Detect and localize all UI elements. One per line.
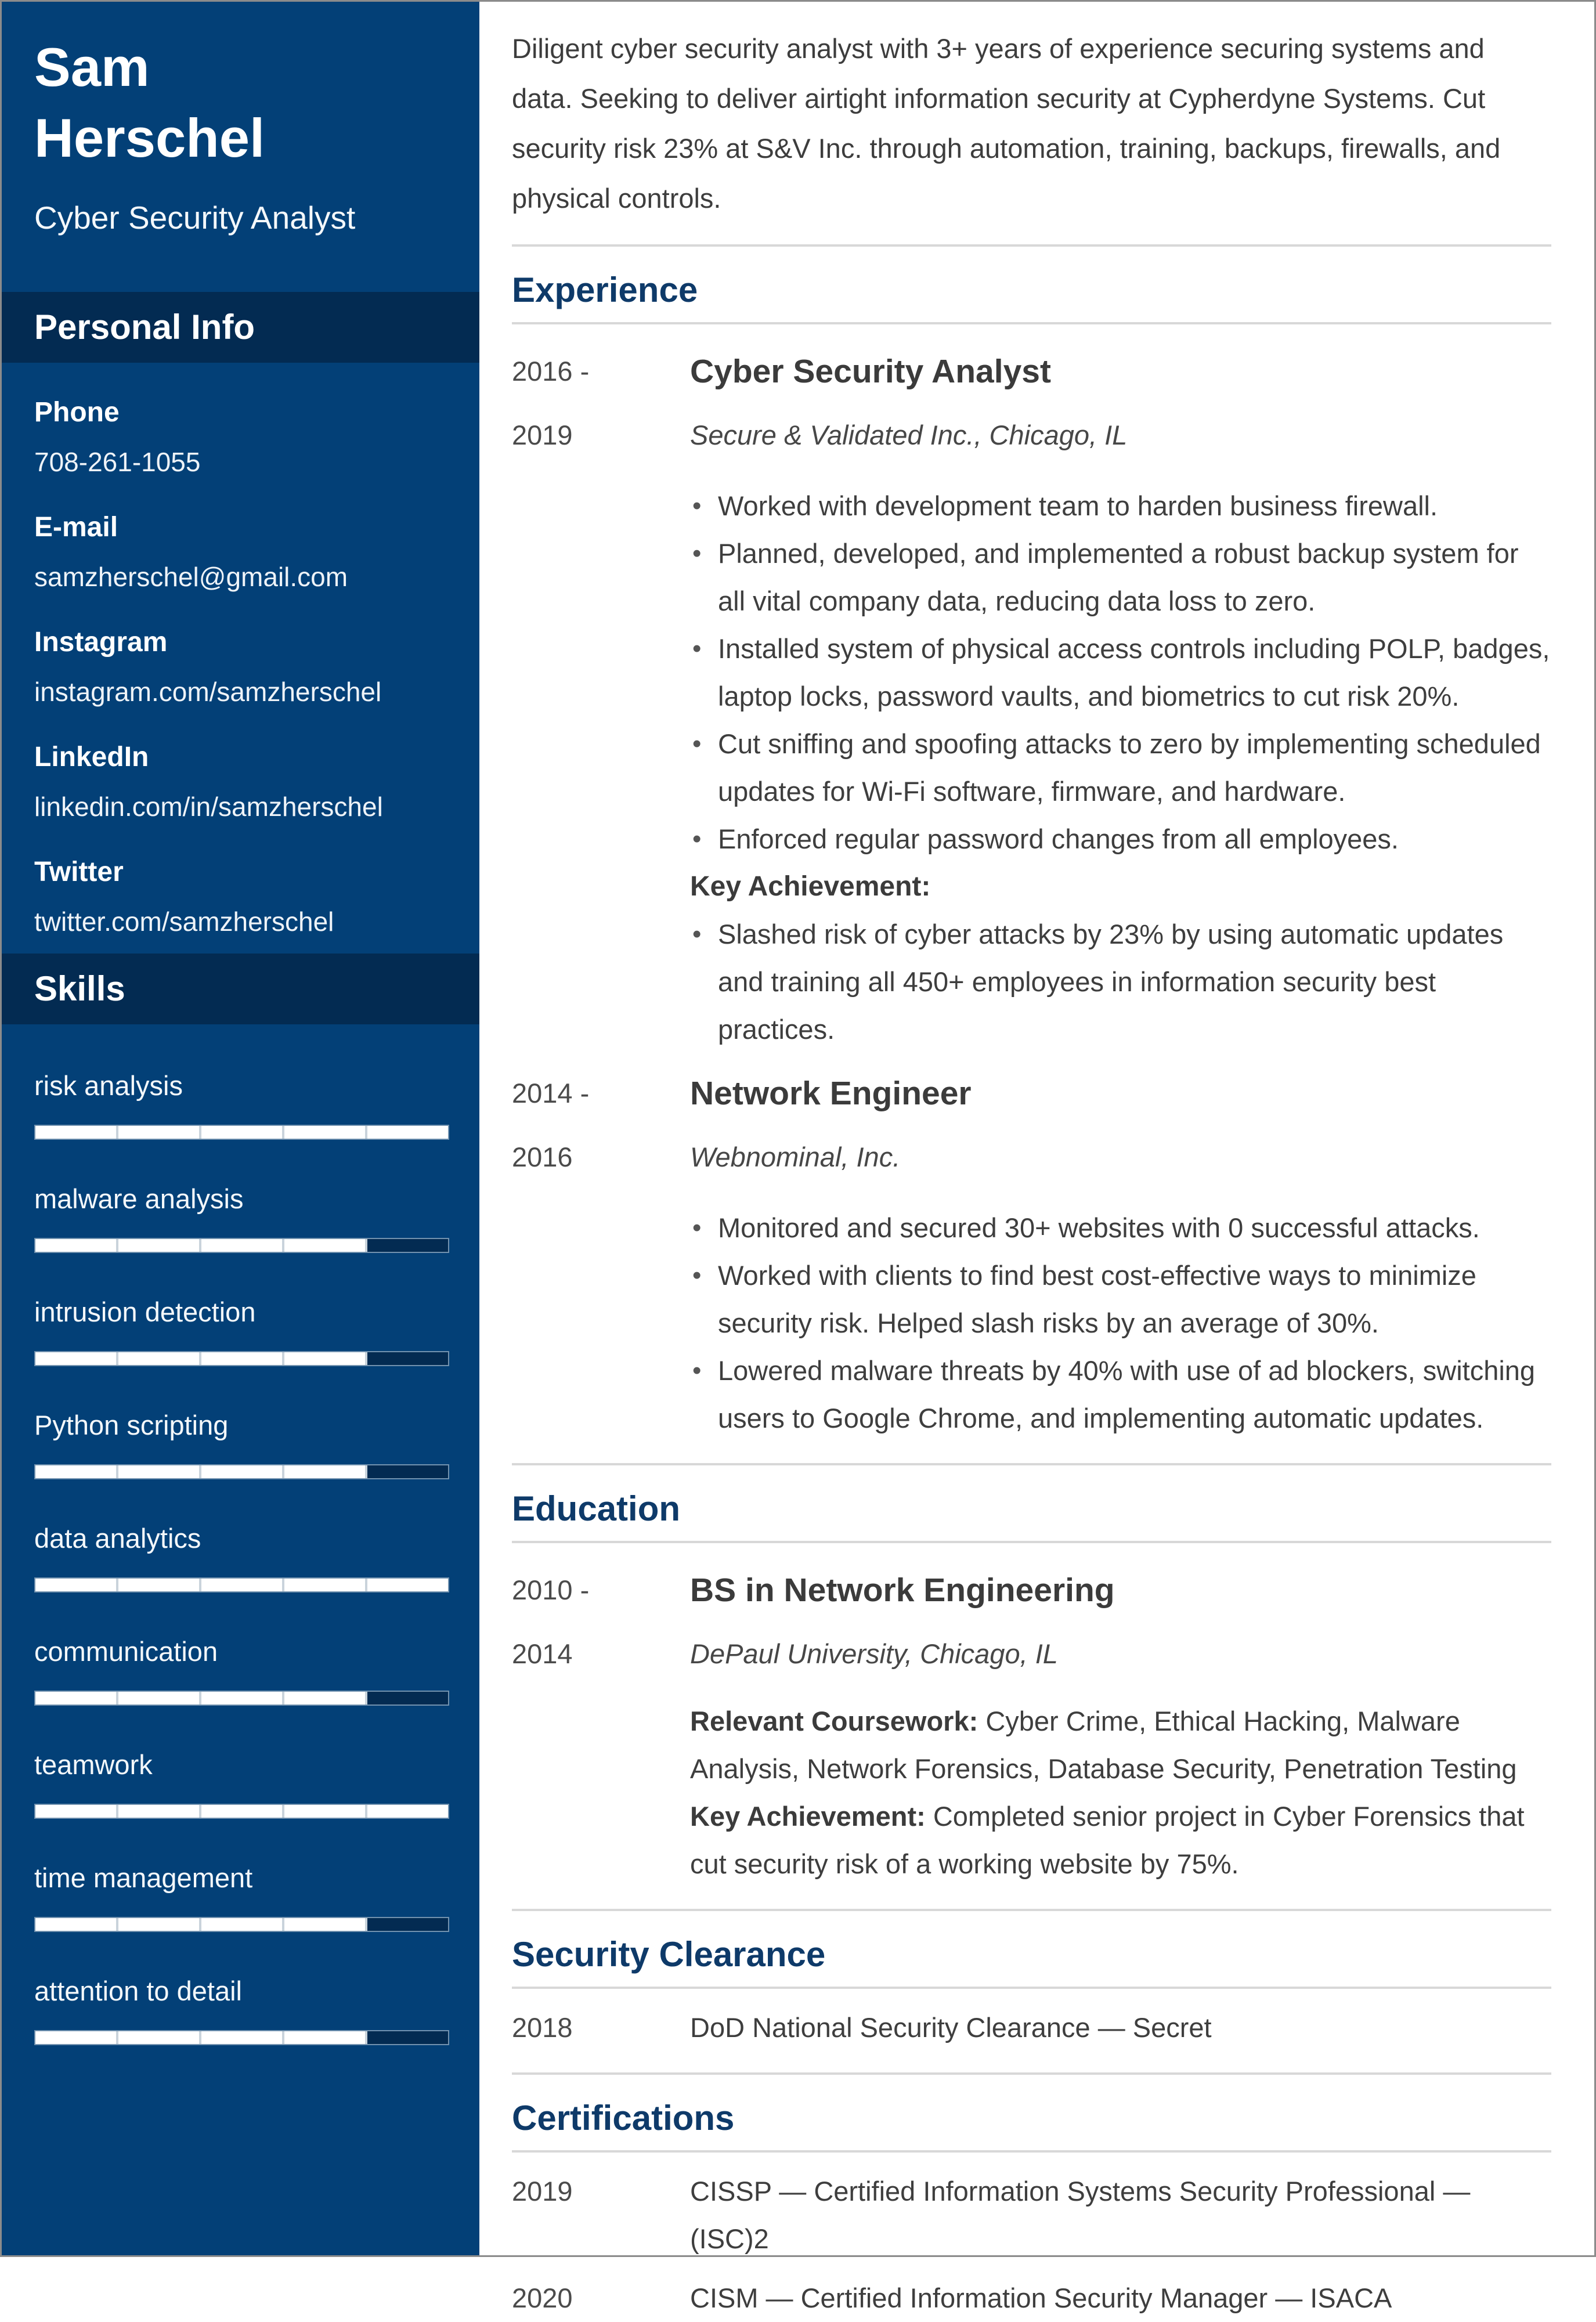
skill-bar-segment (118, 1579, 201, 1591)
job-bullet: • Worked with development team to harden business firewall. (690, 482, 1551, 530)
section-divider (512, 2072, 1551, 2075)
identity-block (2, 2, 479, 236)
skill-bar-segment (35, 1352, 118, 1365)
clearance-year-value: 2018 (512, 2012, 573, 2043)
contact-entry-linkedin (34, 741, 447, 822)
education-heading: Education (512, 1489, 1551, 1543)
contact-value-twitter: twitter.com/samzherschel (34, 907, 334, 937)
skill-bar-segment (118, 1126, 201, 1139)
skill-bar-segment (284, 1692, 367, 1705)
contact-label: Twitter (34, 857, 124, 887)
skill-name: malware analysis (34, 1183, 244, 1214)
key-achievement-list (690, 911, 1551, 1053)
coursework-text: Cyber Crime, Ethical Hacking, Malware Analysis, Network Forensics, Database Security, Penetration Testing (690, 1706, 1517, 1784)
skill-bar-segment (118, 2031, 201, 2044)
contact-label: Instagram (34, 627, 168, 658)
skill-level-bar (34, 2030, 449, 2045)
skill-level-bar (34, 1691, 449, 1706)
job-bullet: • Cut sniffing and spoofing attacks to zero by implementing scheduled updates for Wi-Fi software, firmware, and hardware. (690, 720, 1551, 815)
experience-heading: Experience (512, 270, 1551, 324)
contact-value-linkedin: linkedin.com/in/samzherschel (34, 792, 383, 822)
job-entry-network-engineer (512, 1061, 1551, 1442)
skill-bar-segment (35, 1692, 118, 1705)
skill-bar-segment (284, 2031, 367, 2044)
certification-year-value: 2019 (512, 2176, 573, 2207)
skill-name: intrusion detection (34, 1297, 256, 1327)
certification-text: CISM — Certified Information Security Manager — ISACA (690, 2283, 1392, 2313)
skill-item (34, 1522, 449, 1592)
education-section (512, 1558, 1551, 1888)
skill-bar-segment (35, 1918, 118, 1931)
skill-bar-segment (367, 1352, 448, 1365)
skill-item (34, 1635, 449, 1706)
skill-bar-segment (367, 1579, 448, 1591)
coursework-paragraph (690, 1698, 1551, 1793)
person-job-title: Cyber Security Analyst (34, 200, 356, 236)
skill-bar-segment (284, 1805, 367, 1818)
job-entry-cyber-security-analyst (512, 340, 1551, 1053)
skill-bar-segment (367, 1805, 448, 1818)
clearance-year (512, 2004, 690, 2052)
section-divider (512, 1909, 1551, 1911)
job-title: Network Engineer (690, 1075, 972, 1112)
experience-section (512, 340, 1551, 1442)
skill-bar-segment (118, 1352, 201, 1365)
skill-item (34, 1975, 449, 2045)
job-bullet-list (690, 482, 1551, 863)
skill-name: risk analysis (34, 1070, 183, 1101)
education-entry (512, 1558, 1551, 1888)
certification-text: CISSP — Certified Information Systems Security Professional — (ISC)2 (690, 2176, 1471, 2254)
security-clearance-section (512, 2004, 1551, 2052)
skill-level-bar (34, 1351, 449, 1366)
key-achievement-label: Key Achievement: (690, 871, 931, 902)
skill-bar-segment (118, 1692, 201, 1705)
main-column (479, 2, 1594, 2313)
sidebar (2, 2, 479, 2255)
certifications-heading: Certifications (512, 2098, 1551, 2153)
education-details (690, 1558, 1551, 1888)
skill-bar-segment (35, 1579, 118, 1591)
job-bullet-list (690, 1204, 1551, 1442)
job-company: Webnominal, Inc. (690, 1142, 901, 1172)
skill-bar-segment (201, 1352, 284, 1365)
job-details (690, 340, 1551, 1053)
certification-year-value: 2020 (512, 2283, 573, 2313)
certification-entry (512, 2274, 1551, 2322)
job-bullet: • Enforced regular password changes from all employees. (690, 815, 1551, 863)
contact-label: LinkedIn (34, 742, 149, 772)
job-bullet: • Worked with clients to find best cost-effective ways to minimize security risk. Helped slash risks by an average of 30%. (690, 1252, 1551, 1347)
skill-level-bar (34, 1464, 449, 1479)
skills-list (2, 1070, 479, 2045)
skill-name: communication (34, 1636, 218, 1667)
skill-bar-segment (118, 1465, 201, 1478)
job-title: Cyber Security Analyst (690, 353, 1051, 390)
job-dates (512, 340, 690, 1053)
skill-bar-segment (35, 1239, 118, 1252)
contact-value-phone: 708-261-1055 (34, 447, 201, 477)
degree-title: BS in Network Engineering (690, 1572, 1115, 1609)
job-bullet: • Installed system of physical access controls including POLP, badges, laptop locks, password vaults, and biometrics to cut risk 20%. (690, 625, 1551, 720)
section-divider (512, 1463, 1551, 1465)
contact-entry-email (34, 511, 447, 593)
education-dates (512, 1558, 690, 1888)
clearance-entry (512, 2004, 1551, 2052)
skill-item (34, 1749, 449, 1819)
skill-item (34, 1183, 449, 1253)
person-name-line1: Sam (34, 37, 150, 97)
skill-bar-segment (118, 1805, 201, 1818)
skill-bar-segment (367, 1239, 448, 1252)
skill-bar-segment (201, 1918, 284, 1931)
skill-bar-segment (284, 1352, 367, 1365)
skill-level-bar (34, 1238, 449, 1253)
education-date-start: 2010 - (512, 1575, 590, 1605)
skill-item (34, 1862, 449, 1932)
key-achievement-text: Completed senior project in Cyber Forensics that cut security risk of a working website by 75%. (690, 1801, 1525, 1879)
skill-bar-segment (35, 1805, 118, 1818)
skill-item (34, 1070, 449, 1140)
skill-name: attention to detail (34, 1976, 242, 2006)
job-details (690, 1061, 1551, 1442)
contact-entry-phone (34, 396, 447, 478)
skill-bar-segment (284, 1239, 367, 1252)
skill-bar-segment (201, 1692, 284, 1705)
skill-bar-segment (367, 1692, 448, 1705)
person-name (34, 32, 447, 174)
contact-entry-twitter (34, 856, 447, 937)
job-date-end: 2016 (512, 1142, 573, 1172)
skill-bar-segment (201, 1805, 284, 1818)
job-company: Secure & Validated Inc., Chicago, IL (690, 420, 1128, 450)
skill-name: data analytics (34, 1523, 201, 1554)
job-bullet: • Monitored and secured 30+ websites with 0 successful attacks. (690, 1204, 1551, 1252)
skill-bar-segment (284, 1579, 367, 1591)
summary-paragraph: Diligent cyber security analyst with 3+ years of experience securing systems and data. Seeking to deliver airtight information security at Cypherdyne Systems. Cut security risk 23% at S&V Inc. through automation, training, backups, firewalls, and physical controls. (512, 33, 1501, 214)
coursework-label: Relevant Coursework: (690, 1706, 978, 1736)
skill-bar-segment (35, 1465, 118, 1478)
security-clearance-heading: Security Clearance (512, 1934, 1551, 1989)
contact-label: Phone (34, 397, 120, 428)
job-dates (512, 1061, 690, 1442)
skill-item (34, 1409, 449, 1479)
school-name: DePaul University, Chicago, IL (690, 1638, 1058, 1669)
contacts-list (2, 396, 479, 937)
person-name-line2: Herschel (34, 107, 265, 168)
section-divider (512, 244, 1551, 247)
job-date-start: 2016 - (512, 356, 590, 387)
job-date-end: 2019 (512, 420, 573, 450)
personal-info-heading: Personal Info (2, 292, 479, 363)
skill-bar-segment (284, 1465, 367, 1478)
job-bullet: • Lowered malware threats by 40% with use of ad blockers, switching users to Google Chrome, and implementing automatic updates. (690, 1347, 1551, 1442)
skill-bar-segment (118, 1239, 201, 1252)
skill-bar-segment (201, 1465, 284, 1478)
skill-name: teamwork (34, 1749, 153, 1780)
skill-level-bar (34, 1804, 449, 1819)
clearance-text: DoD National Security Clearance — Secret (690, 2012, 1212, 2043)
skill-bar-segment (367, 1918, 448, 1931)
skill-level-bar (34, 1125, 449, 1140)
certification-year (512, 2168, 690, 2263)
skill-name: Python scripting (34, 1410, 229, 1440)
skill-bar-segment (201, 2031, 284, 2044)
skill-level-bar (34, 1917, 449, 1932)
education-key-achievement-paragraph (690, 1793, 1551, 1888)
skill-bar-segment (367, 1126, 448, 1139)
skill-level-bar (34, 1577, 449, 1592)
skill-bar-segment (201, 1126, 284, 1139)
key-achievement-label: Key Achievement: (690, 1801, 926, 1832)
skill-item (34, 1296, 449, 1366)
skill-bar-segment (284, 1918, 367, 1931)
skill-bar-segment (35, 2031, 118, 2044)
job-date-start: 2014 - (512, 1078, 590, 1108)
certification-year (512, 2274, 690, 2322)
skill-bar-segment (367, 1465, 448, 1478)
contact-entry-instagram (34, 626, 447, 707)
skill-bar-segment (284, 1126, 367, 1139)
skill-bar-segment (201, 1239, 284, 1252)
contact-value-instagram: instagram.com/samzherschel (34, 677, 382, 707)
skills-heading: Skills (2, 954, 479, 1024)
skill-bar-segment (367, 2031, 448, 2044)
job-bullet: • Planned, developed, and implemented a robust backup system for all vital company data, reducing data loss to zero. (690, 530, 1551, 625)
skill-bar-segment (118, 1918, 201, 1931)
key-achievement-bullet: • Slashed risk of cyber attacks by 23% by using automatic updates and training all 450+ employees in information security best practices. (690, 911, 1551, 1053)
skill-bar-segment (201, 1579, 284, 1591)
certifications-section (512, 2168, 1551, 2322)
education-date-end: 2014 (512, 1638, 573, 1669)
contact-value-email: samzherschel@gmail.com (34, 562, 348, 592)
contact-label: E-mail (34, 512, 118, 543)
certification-entry (512, 2168, 1551, 2263)
skill-name: time management (34, 1862, 253, 1893)
skill-bar-segment (35, 1126, 118, 1139)
